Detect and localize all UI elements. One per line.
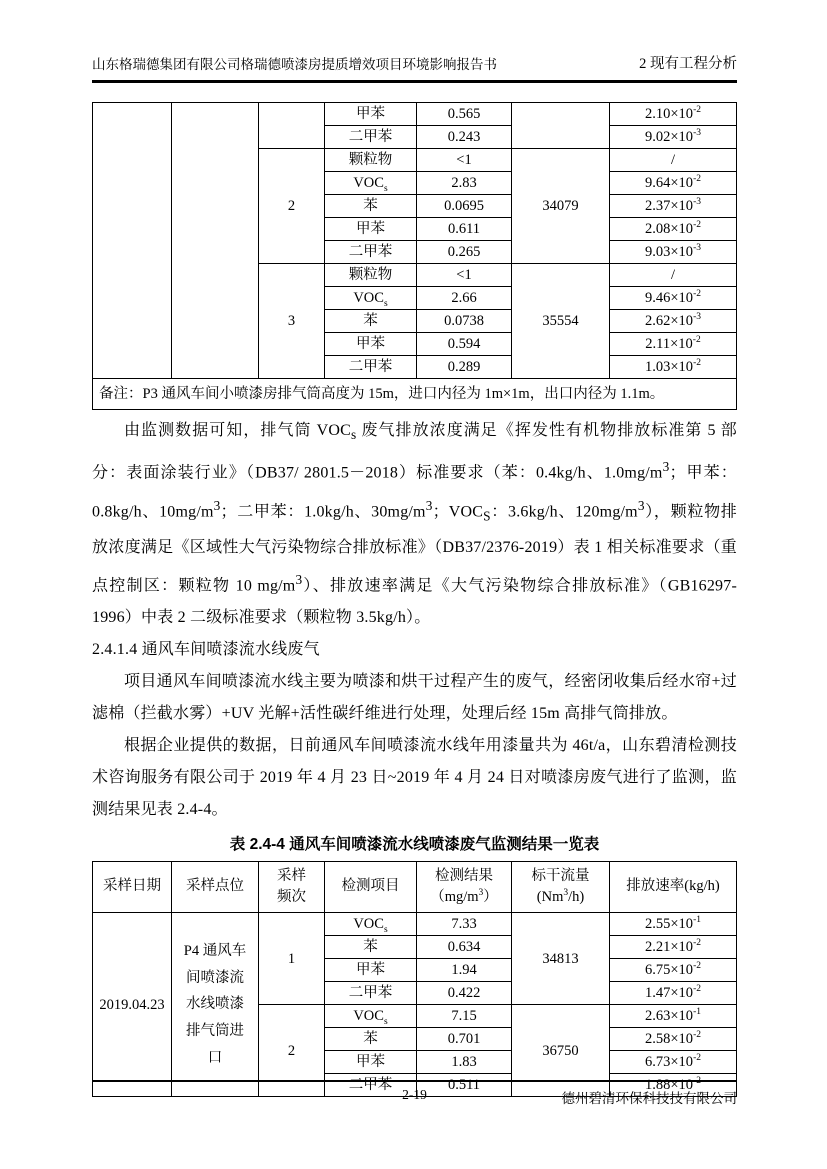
page-header xyxy=(92,0,737,83)
result-cell: 7.15 xyxy=(417,1005,512,1028)
result-cell: 7.33 xyxy=(417,913,512,936)
rate-cell: $2.62\times 10^{-3}$ xyxy=(610,310,737,333)
page-number: 2-19 xyxy=(402,1087,427,1102)
result-cell: 0.0695 xyxy=(417,195,512,218)
paragraph-monitoring-info: 根据企业提供的数据，日前通风车间喷漆流水线年用漆量共为 46t/a，山东碧清检测技术咨询服务有限公司于 2019 年 4 月 23 日~2019 年 4 月 24 日对喷漆房废气进行了监测，监测结果见表 2.4-4。 xyxy=(92,737,737,819)
flow-cell: 35554 xyxy=(512,264,610,379)
pollutant-cell: $VOC_s$ xyxy=(325,1005,417,1028)
rate-cell: / xyxy=(610,149,737,172)
rate-cell: $2.08\times 10^{-2}$ xyxy=(610,218,737,241)
pollutant-cell: 苯 xyxy=(325,1028,417,1051)
rate-cell: $2.37\times 10^{-3}$ xyxy=(610,195,737,218)
pollutant-cell: 苯 xyxy=(325,195,417,218)
freq-cell: 3 xyxy=(259,264,325,379)
result-cell: <1 xyxy=(417,149,512,172)
header-chapter-label: 2 现有工程分析 xyxy=(639,56,737,72)
rate-cell: $6.75\times 10^{-2}$ xyxy=(610,959,737,982)
rate-cell: $9.64\times 10^{-2}$ xyxy=(610,172,737,195)
table-header-row xyxy=(93,862,737,913)
result-cell: 1.83 xyxy=(417,1051,512,1074)
result-cell: 2.66 xyxy=(417,287,512,310)
rate-cell: $9.02\times 10^{-3}$ xyxy=(610,126,737,149)
header-cell-rate: 排放速率(kg/h) xyxy=(610,862,737,913)
pollutant-cell: 甲苯 xyxy=(325,333,417,356)
pollutant-cell: $VOC_s$ xyxy=(325,287,417,310)
pollutant-cell: 二甲苯 xyxy=(325,982,417,1005)
rate-cell: $2.63\times 10^{-1}$ xyxy=(610,1005,737,1028)
site-cell: P4 通风车间喷漆流水线喷漆排气筒进口 xyxy=(172,913,259,1097)
header-cell-result: 检测结果 $(mg/m^3)$ xyxy=(417,862,512,913)
pollutant-cell: 甲苯 xyxy=(325,218,417,241)
pollutant-cell: 苯 xyxy=(325,310,417,333)
table-row xyxy=(93,103,737,126)
section-heading-2-4-1-4: 2.4.1.4 通风车间喷漆流水线废气 xyxy=(92,641,320,659)
result-cell: 2.83 xyxy=(417,172,512,195)
rate-cell: / xyxy=(610,264,737,287)
pollutant-cell: 二甲苯 xyxy=(325,356,417,379)
pollutant-cell: 甲苯 xyxy=(325,103,417,126)
table-note-row xyxy=(93,379,737,410)
header-cell-site: 采样点位 xyxy=(172,862,259,913)
pollutant-cell: 颗粒物 xyxy=(325,149,417,172)
pollutant-cell: 二甲苯 xyxy=(325,1074,417,1097)
pollutant-cell: 苯 xyxy=(325,936,417,959)
result-cell: 0.594 xyxy=(417,333,512,356)
result-cell: 0.701 xyxy=(417,1028,512,1051)
result-cell: 0.265 xyxy=(417,241,512,264)
pollutant-cell: 颗粒物 xyxy=(325,264,417,287)
rate-cell: $2.21\times 10^{-2}$ xyxy=(610,936,737,959)
table-row xyxy=(93,913,737,936)
page-content xyxy=(92,0,737,1097)
page-footer xyxy=(92,1080,737,1107)
rate-cell: $9.03\times 10^{-3}$ xyxy=(610,241,737,264)
freq-cell: 1 xyxy=(259,913,325,1005)
flow-cell xyxy=(512,103,610,149)
header-cell-flow: 标干流量 (Nm$^3$/h) xyxy=(512,862,610,913)
pollutant-cell: 二甲苯 xyxy=(325,126,417,149)
result-cell: 1.94 xyxy=(417,959,512,982)
freq-cell xyxy=(259,103,325,149)
flow-cell: 34079 xyxy=(512,149,610,264)
result-cell: 0.634 xyxy=(417,936,512,959)
freq-cell: 2 xyxy=(259,149,325,264)
pollutant-cell: 甲苯 xyxy=(325,959,417,982)
rate-cell: $2.55\times 10^{-1}$ xyxy=(610,913,737,936)
rate-cell: $9.46\times 10^{-2}$ xyxy=(610,287,737,310)
result-cell: 0.289 xyxy=(417,356,512,379)
footer-company: 德州碧清环保科技技有限公司 xyxy=(561,1091,737,1106)
rate-cell: $2.11\times 10^{-2}$ xyxy=(610,333,737,356)
result-cell: 0.565 xyxy=(417,103,512,126)
pollutant-cell: $VOC_s$ xyxy=(325,913,417,936)
rate-cell: $1.47\times 10^{-2}$ xyxy=(610,982,737,1005)
result-cell: 0.511 xyxy=(417,1074,512,1097)
header-doc-title: 山东格瑞德集团有限公司格瑞德喷漆房提质增效项目环境影响报告书 xyxy=(92,57,497,72)
pollutant-cell: $VOC_s$ xyxy=(325,172,417,195)
rate-cell: $2.10\times 10^{-2}$ xyxy=(610,103,737,126)
date-cell: 2019.04.23 xyxy=(93,913,172,1097)
header-cell-freq: 采样 频次 xyxy=(259,862,325,913)
result-cell: 0.422 xyxy=(417,982,512,1005)
table-2-4-4-title: 表 2.4-4 通风车间喷漆流水线喷漆废气监测结果一览表 xyxy=(229,836,600,854)
date-cell xyxy=(93,103,172,379)
pollutant-cell: 甲苯 xyxy=(325,1051,417,1074)
rate-cell: $1.03\times 10^{-2}$ xyxy=(610,356,737,379)
rate-cell: $2.58\times 10^{-2}$ xyxy=(610,1028,737,1051)
monitoring-table-continued xyxy=(92,102,737,410)
flow-cell: 36750 xyxy=(512,1005,610,1097)
paragraph-standards-compliance: 由监测数据可知，排气筒 $VOC_s$ 废气排放浓度满足《挥发性有机物排放标准第 5 部分：表面涂装行业》（DB37/ 2801.5－2018）标准要求（苯：0.4kg/h、$1.0mg/m^3$；甲苯：0.8kg/h、$10mg/m^3$；二甲苯：1.0kg/h、$30mg/m^3$；$VOC_S$：3.6kg/h、$120mg/m^3$），颗粒物排放浓度满足《区域性大气污染物综合排放标准》（DB37/2376-2019）表 1 相关标准要求（重点控制区：颗粒物 10 $mg/m^3$）、排放速率满足《大气污染物综合排放标准》（GB16297-1996）中表 2 二级标准要求（颗粒物 3.5kg/h）。 xyxy=(92,422,737,627)
site-cell xyxy=(172,103,259,379)
rate-cell: $6.73\times 10^{-2}$ xyxy=(610,1051,737,1074)
result-cell: <1 xyxy=(417,264,512,287)
freq-cell: 2 xyxy=(259,1005,325,1097)
header-cell-item: 检测项目 xyxy=(325,862,417,913)
pollutant-cell: 二甲苯 xyxy=(325,241,417,264)
header-cell-date: 采样日期 xyxy=(93,862,172,913)
result-cell: 0.0738 xyxy=(417,310,512,333)
table-2-4-4 xyxy=(92,861,737,1097)
table-note: 备注：P3 通风车间小喷漆房排气筒高度为 15m，进口内径为 1m×1m，出口内径为 1.1m。 xyxy=(93,379,737,410)
result-cell: 0.611 xyxy=(417,218,512,241)
result-cell: 0.243 xyxy=(417,126,512,149)
paragraph-treatment-process: 项目通风车间喷漆流水线主要为喷漆和烘干过程产生的废气，经密闭收集后经水帘+过滤棉（拦截水雾）+UV 光解+活性碳纤维进行处理，处理后经 15m 高排气筒排放。 xyxy=(92,673,737,723)
rate-cell: $1.88\times 10^{-2}$ xyxy=(610,1074,737,1097)
flow-cell: 34813 xyxy=(512,913,610,1005)
